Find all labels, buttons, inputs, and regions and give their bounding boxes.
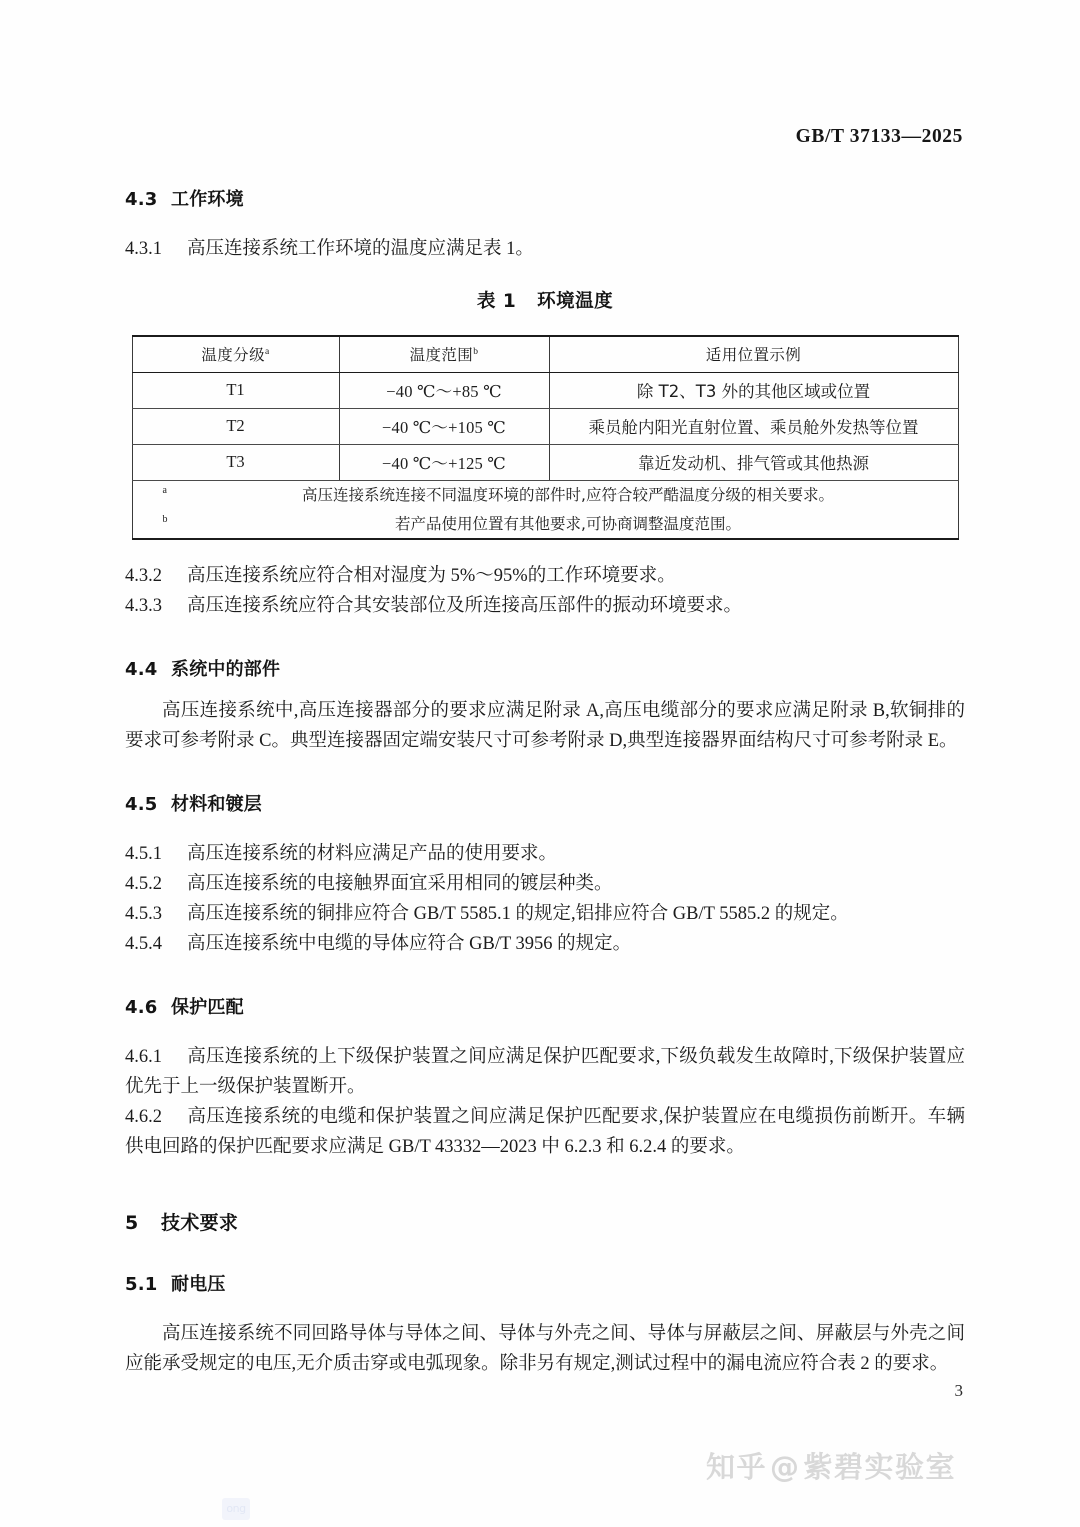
heading-4-4-title: 系统中的部件 [171, 659, 281, 681]
document-body [125, 186, 965, 1380]
clause-4-5-1-text: 高压连接系统的材料应满足产品的使用要求。 [187, 844, 558, 865]
clause-4-6-1-number: 4.6.1 [125, 1047, 162, 1068]
environment-temperature-table [132, 335, 959, 540]
table-footnote-a [133, 481, 958, 510]
cell-grade: T3 [132, 444, 339, 480]
page-header [125, 126, 963, 152]
heading-4-3-number: 4.3 [125, 189, 158, 210]
table-row [132, 408, 958, 444]
clause-4-5-1 [125, 840, 965, 870]
clause-4-3-2 [125, 562, 965, 592]
clause-4-3-3-number: 4.3.3 [125, 596, 162, 617]
cell-grade: T1 [132, 372, 339, 408]
clause-4-5-3 [125, 900, 965, 930]
clause-4-5-4 [125, 930, 965, 960]
clause-4-3-3-text: 高压连接系统应符合其安装部位及所连接高压部件的振动环境要求。 [187, 596, 743, 617]
heading-4-6-title: 保护匹配 [171, 997, 244, 1019]
heading-5 [125, 1209, 965, 1238]
cell-range: −40 ℃～+105 ℃ [339, 408, 549, 444]
clause-4-5-2-number: 4.5.2 [125, 874, 162, 895]
watermark-site: 知乎 [706, 1450, 768, 1484]
table-footnotes-row [132, 480, 958, 539]
heading-4-6-number: 4.6 [125, 997, 158, 1019]
corner-stamp-icon: ong [222, 1498, 250, 1520]
cell-example: 靠近发动机、排气管或其他热源 [549, 444, 958, 480]
clause-4-6-2-text: 高压连接系统的电缆和保护装置之间应满足保护匹配要求,保护装置应在电缆损伤前断开。车辆供电回路的保护匹配要求应满足 GB/T 43332—2023 中 6.2.3 和 6.2.4 的要求。 [125, 1107, 965, 1157]
clause-4-6-2 [125, 1103, 965, 1163]
table-row [132, 372, 958, 408]
table-header-row [132, 336, 958, 373]
clause-4-3-3 [125, 592, 965, 622]
heading-4-4 [125, 656, 965, 683]
clause-4-5-4-text: 高压连接系统中电缆的导体应符合 GB/T 3956 的规定。 [187, 934, 632, 955]
heading-4-3-title: 工作环境 [171, 189, 244, 210]
paragraph-5-1: 高压连接系统不同回路导体与导体之间、导体与外壳之间、导体与屏蔽层之间、屏蔽层与外壳之间应能承受规定的电压,无介质击穿或电弧现象。除非另有规定,测试过程中的漏电流应符合表 2 的要求。 [125, 1324, 965, 1375]
clause-4-6-1 [125, 1043, 965, 1103]
table-footnotes [132, 480, 958, 539]
footnote-mark-a: a [162, 484, 167, 496]
zhihu-watermark [706, 1445, 956, 1486]
footnote-mark-b: b [162, 513, 168, 525]
clause-4-5-3-number: 4.5.3 [125, 904, 162, 925]
heading-5-number: 5 [125, 1211, 139, 1234]
clause-4-5-2-text: 高压连接系统的电接触界面宜采用相同的镀层种类。 [187, 874, 613, 895]
clause-4-3-1-number: 4.3.1 [125, 239, 162, 259]
watermark-at: @ [770, 1450, 801, 1484]
table-1-caption [125, 287, 965, 313]
heading-5-1-title: 耐电压 [171, 1274, 226, 1296]
standard-number: GB/T 37133—2025 [795, 126, 963, 147]
heading-5-title: 技术要求 [161, 1211, 239, 1234]
clause-4-5-3-text: 高压连接系统的铜排应符合 GB/T 5585.1 的规定,铝排应符合 GB/T 5585.2 的规定。 [187, 904, 849, 925]
clause-4-5-4-number: 4.5.4 [125, 934, 162, 955]
clause-4-3-1 [125, 235, 965, 265]
table-1-wrapper [132, 335, 959, 540]
column-header-temperature-range: 温度范围$^b$ [339, 336, 549, 373]
clause-4-6-1-text: 高压连接系统的上下级保护装置之间应满足保护匹配要求,下级负载发生故障时,下级保护装置应优先于上一级保护装置断开。 [125, 1047, 965, 1098]
clause-4-5-2 [125, 870, 965, 900]
footnote-mark-a: a [264, 347, 270, 358]
heading-4-5 [125, 791, 965, 818]
clause-4-6-2-number: 4.6.2 [125, 1107, 162, 1127]
table-1-caption-title: 环境温度 [537, 290, 614, 312]
cell-grade: T2 [132, 408, 339, 444]
clause-4-3-2-text: 高压连接系统应符合相对湿度为 5%～95%的工作环境要求。 [187, 566, 676, 587]
clause-4-3-1-text: 高压连接系统工作环境的温度应满足表 1。 [187, 239, 534, 259]
paragraph-4-4: 高压连接系统中,高压连接器部分的要求应满足附录 A,高压电缆部分的要求应满足附录 B,软铜排的要求可参考附录 C。典型连接器固定端安装尺寸可参考附录 D,典型连接器界面结构尺寸可参考附录 E。 [125, 701, 965, 752]
cell-example: 乘员舱内阳光直射位置、乘员舱外发热等位置 [549, 408, 958, 444]
table-footnote-b-text: 若产品使用位置有其他要求,可协商调整温度范围。 [395, 514, 741, 533]
watermark-user: 紫碧实验室 [803, 1450, 957, 1484]
heading-4-5-title: 材料和镀层 [171, 794, 262, 816]
table-1-caption-label: 表 1 [476, 290, 517, 312]
column-header-applicable-location: 适用位置示例 [549, 336, 958, 373]
cell-range: −40 ℃～+85 ℃ [339, 372, 549, 408]
cell-range: −40 ℃～+125 ℃ [339, 444, 549, 480]
clause-4-5-1-number: 4.5.1 [125, 844, 162, 865]
footnote-mark-b: b [473, 347, 479, 358]
heading-4-5-number: 4.5 [125, 794, 158, 816]
page-number: 3 [954, 1381, 963, 1400]
table-footnote-a-text: 高压连接系统连接不同温度环境的部件时,应符合较严酷温度分级的相关要求。 [302, 485, 834, 504]
heading-4-4-number: 4.4 [125, 659, 158, 681]
heading-5-1 [125, 1271, 965, 1298]
column-header-temperature-grade: 温度分级$^a$ [132, 336, 339, 373]
cell-example: 除 T2、T3 外的其他区域或位置 [549, 372, 958, 408]
heading-5-1-number: 5.1 [125, 1274, 158, 1296]
heading-4-6 [125, 994, 965, 1021]
table-footnote-b [133, 510, 958, 539]
clause-4-3-2-number: 4.3.2 [125, 566, 162, 587]
table-row [132, 444, 958, 480]
heading-4-3 [125, 186, 965, 213]
